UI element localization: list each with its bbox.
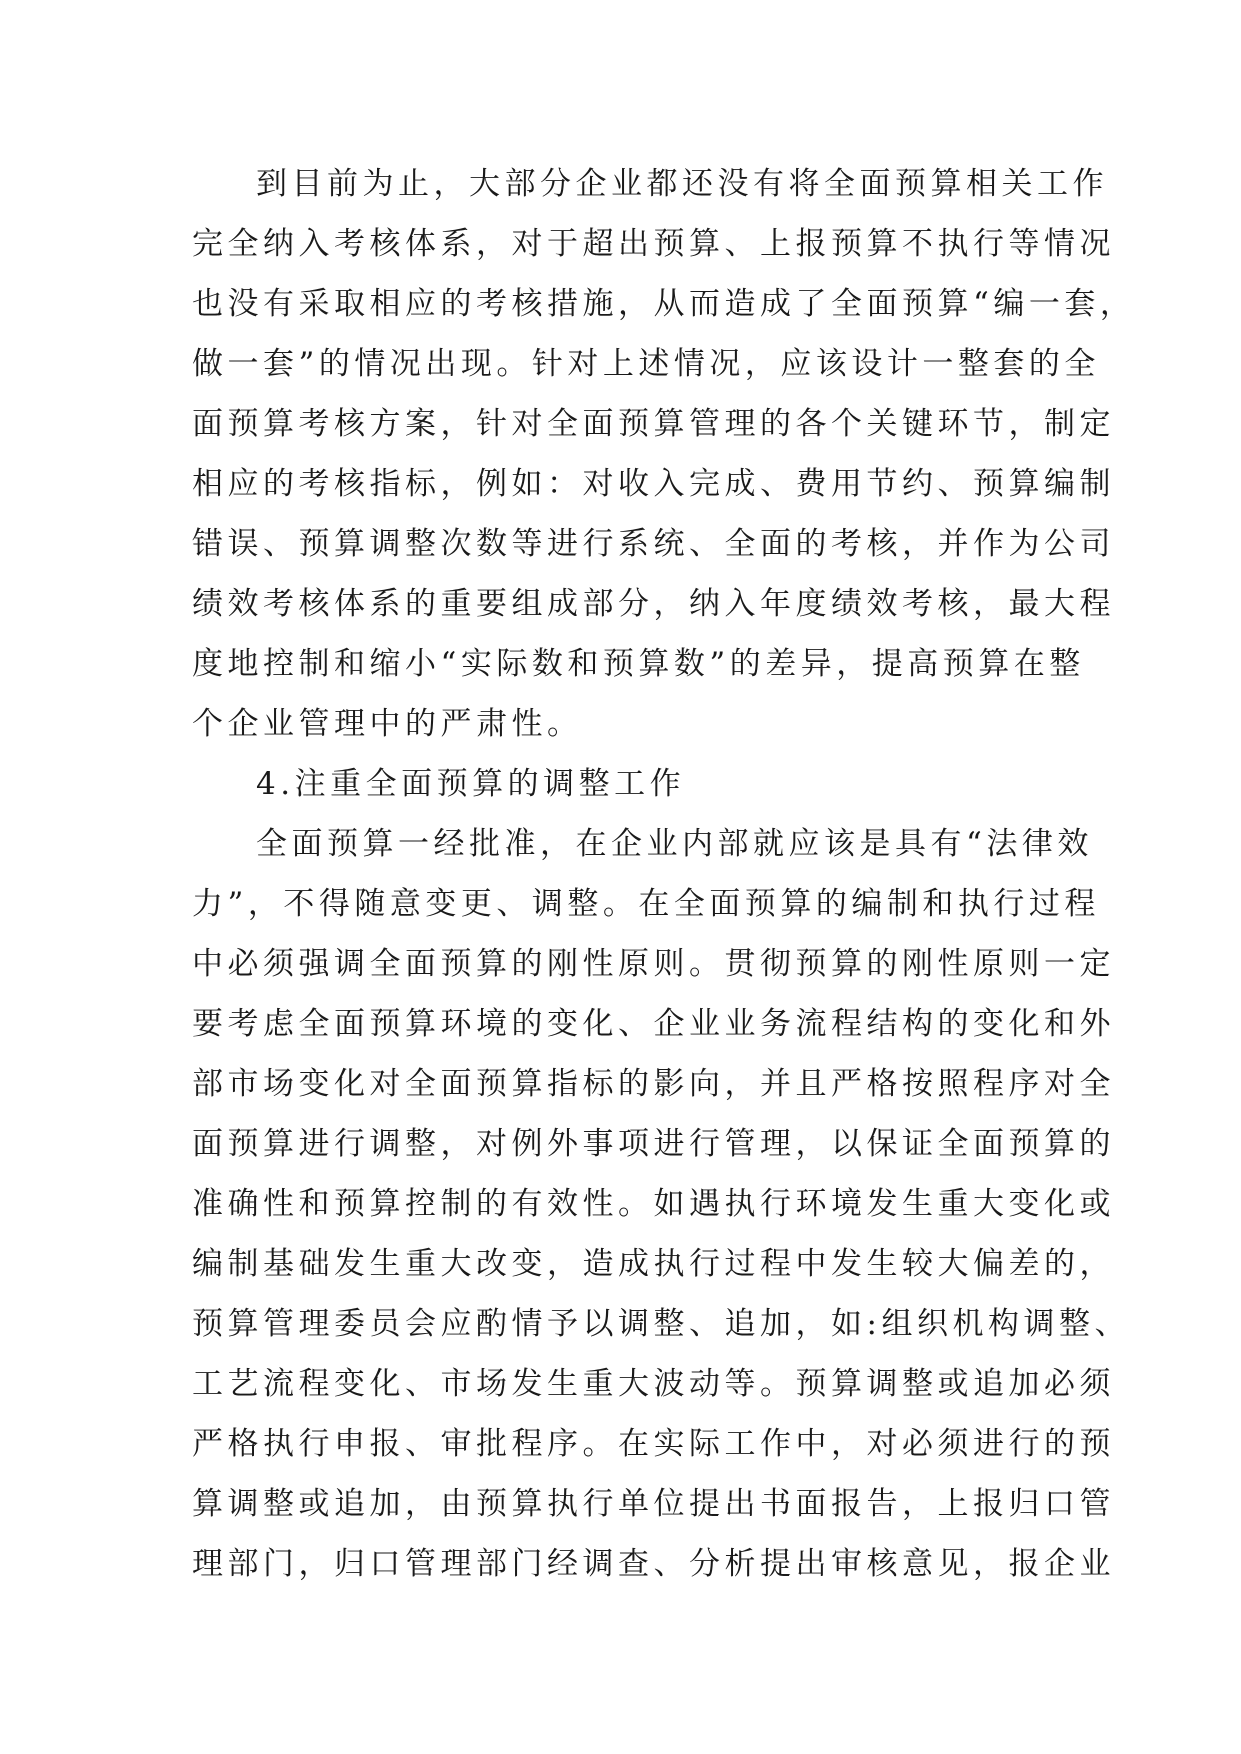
section-heading: 4.注重全面预算的调整工作: [256, 766, 686, 802]
text-line: 做一套”的情况出现。针对上述情况，应该设计一整套的全: [192, 346, 1100, 382]
text-line: 力”，不得随意变更、调整。在全面预算的编制和执行过程: [192, 886, 1100, 922]
text-line: 绩效考核体系的重要组成部分，纳入年度绩效考核，最大程: [192, 586, 1115, 622]
text-line: 算调整或追加，由预算执行单位提出书面报告，上报归口管: [192, 1486, 1115, 1522]
text-line: 严格执行申报、审批程序。在实际工作中，对必须进行的预: [192, 1426, 1115, 1462]
text-line: 面预算进行调整，对例外事项进行管理，以保证全面预算的: [192, 1126, 1115, 1162]
text-line: 也没有采取相应的考核措施，从而造成了全面预算“编一套，: [192, 286, 1136, 322]
text-line: 到目前为止，大部分企业都还没有将全面预算相关工作: [256, 166, 1108, 202]
text-line: 度地控制和缩小“实际数和预算数”的差异，提高预算在整: [192, 646, 1085, 682]
body-text: [192, 154, 1136, 1594]
text-line: 完全纳入考核体系，对于超出预算、上报预算不执行等情况: [192, 226, 1115, 262]
text-line: 理部门，归口管理部门经调查、分析提出审核意见，报企业: [192, 1546, 1115, 1582]
text-line: 工艺流程变化、市场发生重大波动等。预算调整或追加必须: [192, 1366, 1115, 1402]
text-line: 个企业管理中的严肃性。: [192, 706, 583, 742]
text-line: 中必须强调全面预算的刚性原则。贯彻预算的刚性原则一定: [192, 946, 1115, 982]
text-line: 面预算考核方案，针对全面预算管理的各个关键环节，制定: [192, 406, 1115, 442]
paragraph-adjustment: [192, 814, 1130, 1594]
paragraph-assessment: [192, 154, 1136, 754]
text-line: 相应的考核指标，例如：对收入完成、费用节约、预算编制: [192, 466, 1115, 502]
text-line: 部市场变化对全面预算指标的影向，并且严格按照程序对全: [192, 1066, 1115, 1102]
text-line: 全面预算一经批准，在企业内部就应该是具有“法律效: [256, 826, 1093, 862]
text-line: 预算管理委员会应酌情予以调整、追加，如:组织机构调整、: [192, 1306, 1130, 1342]
text-line: 要考虑全面预算环境的变化、企业业务流程结构的变化和外: [192, 1006, 1115, 1042]
text-line: 准确性和预算控制的有效性。如遇执行环境发生重大变化或: [192, 1186, 1115, 1222]
text-line: 编制基础发生重大改变，造成执行过程中发生较大偏差的，: [192, 1246, 1115, 1282]
text-line: 错误、预算调整次数等进行系统、全面的考核，并作为公司: [192, 526, 1115, 562]
